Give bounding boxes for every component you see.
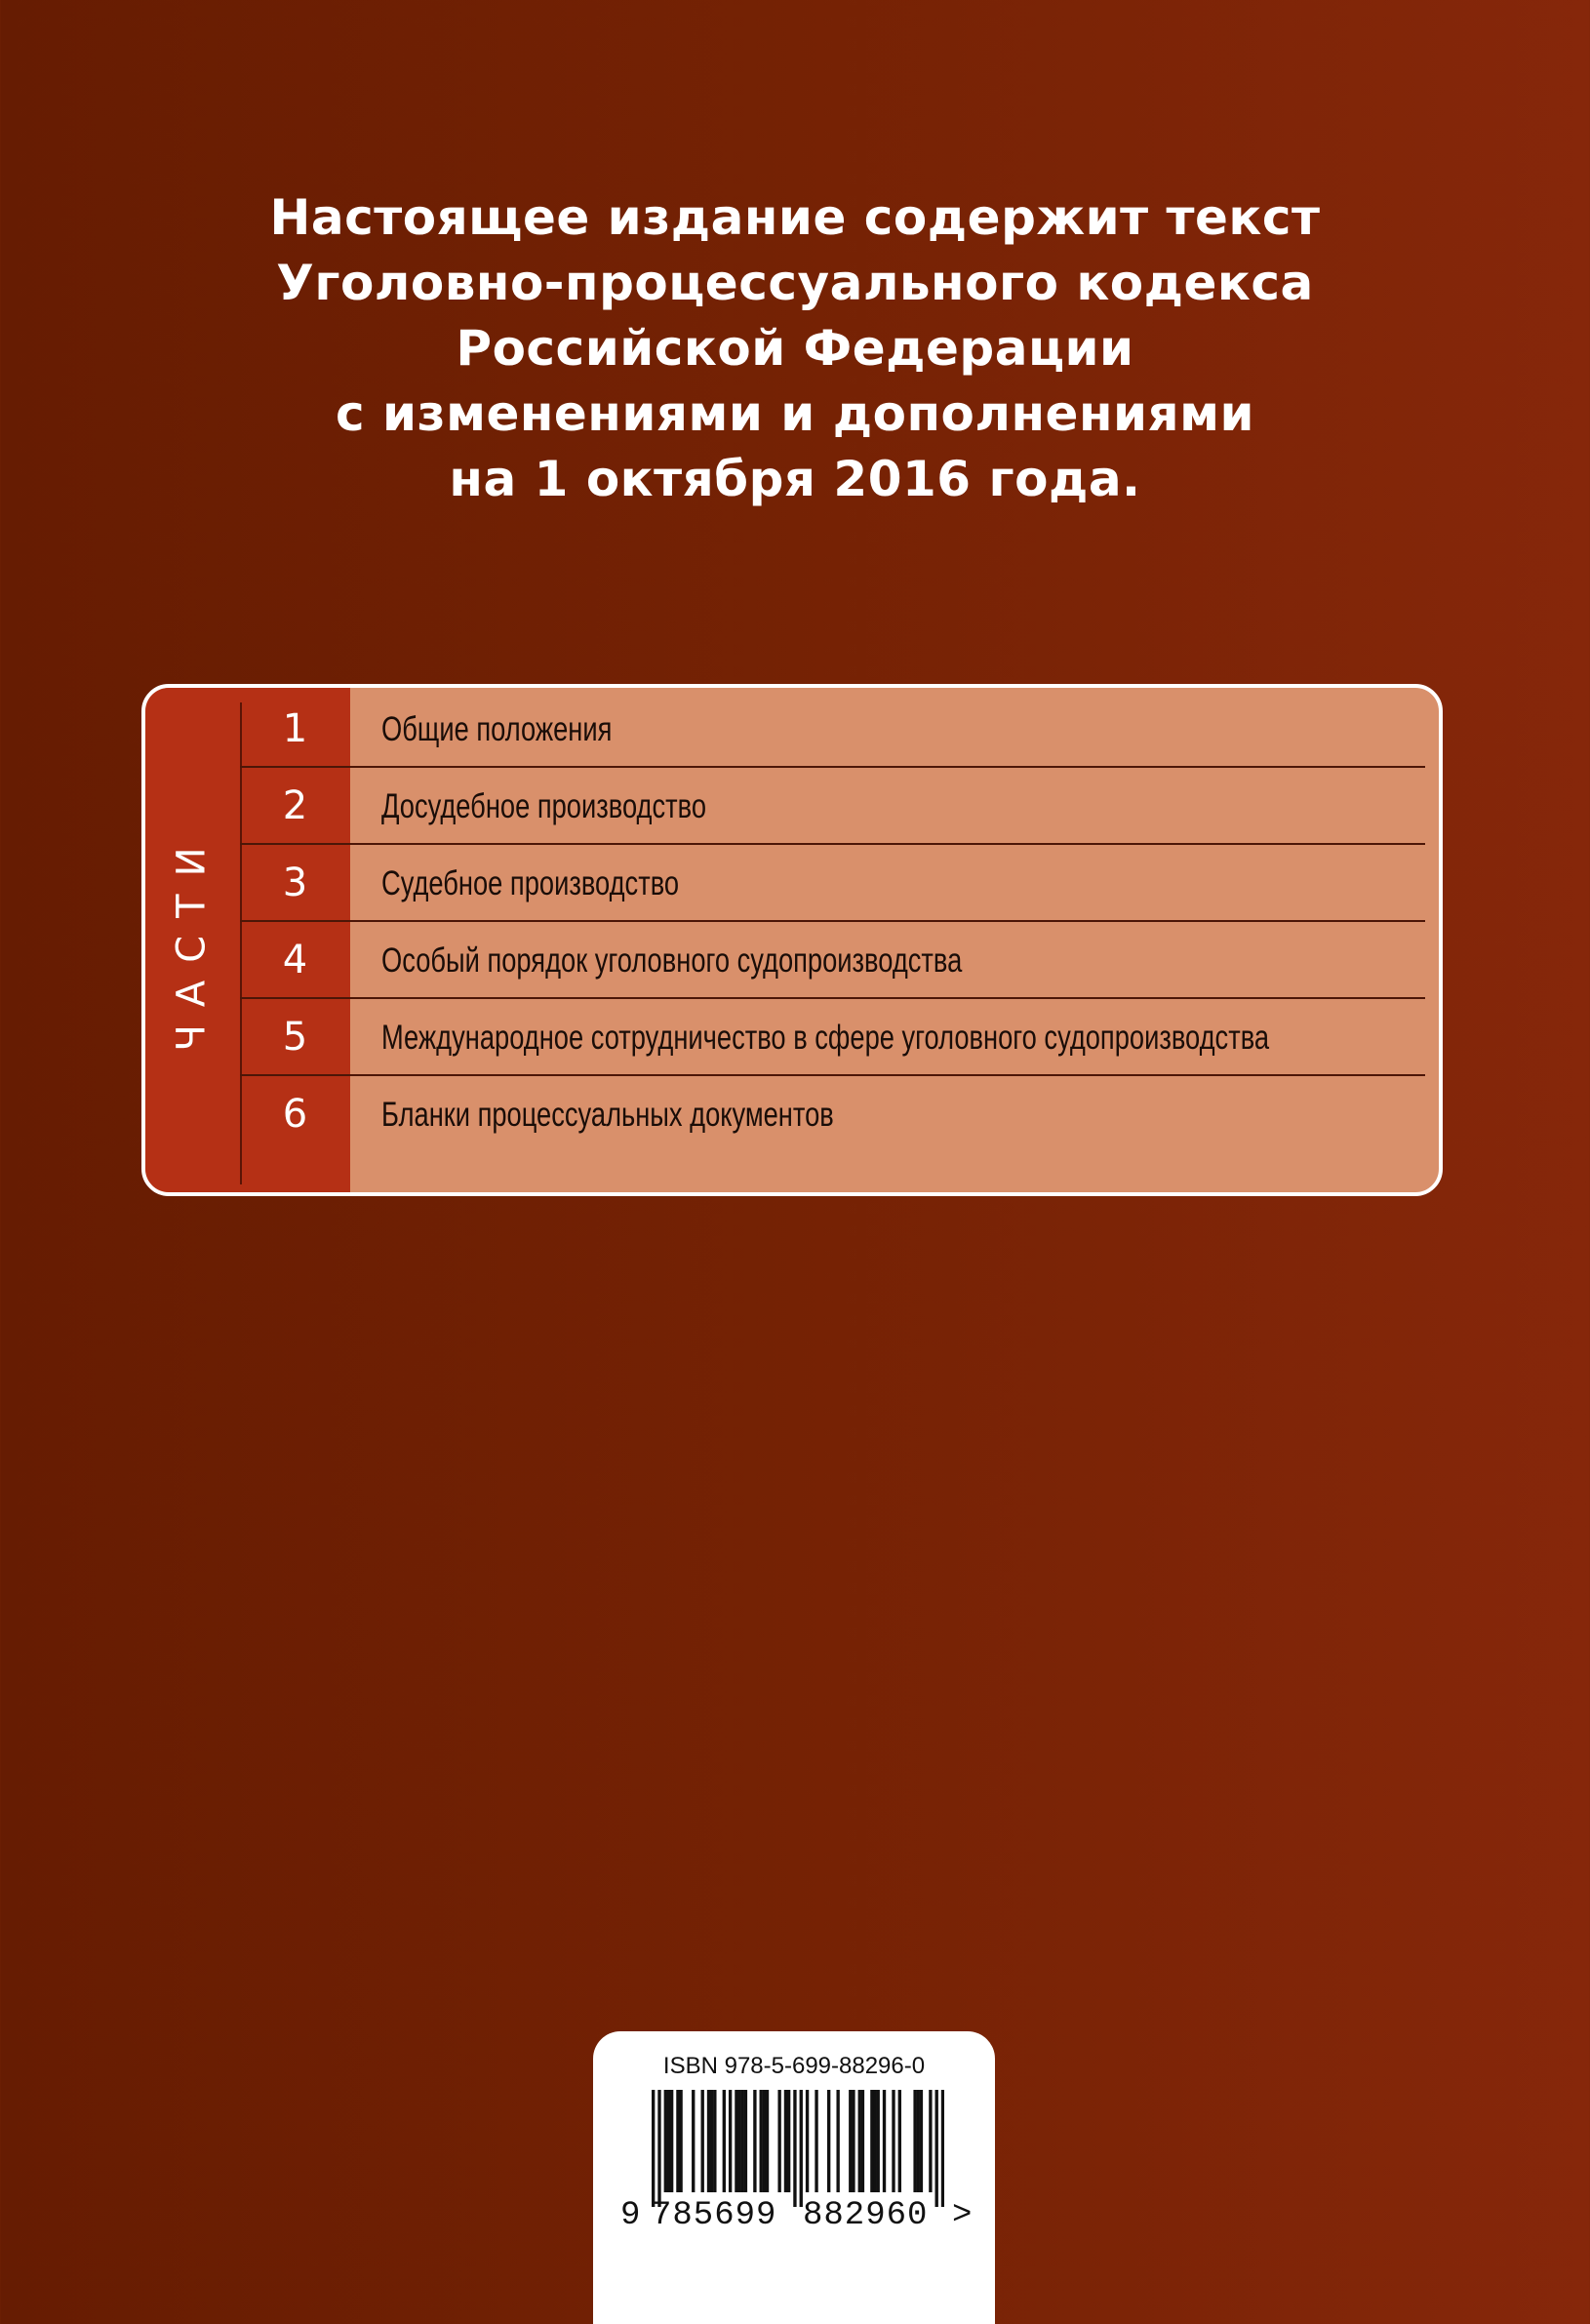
barcode-bar <box>793 2090 796 2207</box>
barcode-bar <box>777 2090 780 2192</box>
part-row <box>240 845 1425 922</box>
part-number: 6 <box>282 1092 308 1137</box>
part-title: Международное сотрудничество в сфере уголовного судопроизводства <box>381 1019 1270 1057</box>
part-title: Особый порядок уголовного судопроизводства <box>381 942 963 980</box>
barcode-bar <box>815 2090 817 2192</box>
intro-line-1: Настоящее издание содержит текст <box>269 189 1321 246</box>
barcode-bar <box>741 2090 744 2192</box>
barcode-bar <box>763 2090 766 2192</box>
barcode-bar <box>920 2090 923 2192</box>
barcode-bar <box>692 2090 695 2192</box>
barcode-bar <box>917 2090 920 2192</box>
part-row <box>240 1076 1425 1153</box>
barcode-left-group: 785699 <box>652 2197 777 2234</box>
parts-label-text: ЧАСТИ <box>169 828 215 1052</box>
barcode-bar <box>657 2090 660 2207</box>
part-number: 2 <box>282 783 308 828</box>
barcode-bar <box>707 2090 710 2192</box>
barcode-bar <box>877 2090 880 2192</box>
barcode-bar <box>873 2090 876 2192</box>
parts-rows <box>240 691 1425 1153</box>
part-title: Досудебное производство <box>381 787 706 825</box>
barcode-bar <box>753 2090 756 2192</box>
barcode-bar <box>941 2090 944 2207</box>
barcode-image <box>652 2090 944 2207</box>
barcode-bar <box>679 2090 682 2192</box>
barcode-bar <box>760 2090 763 2192</box>
barcode-bar <box>827 2090 830 2192</box>
part-row <box>240 691 1425 768</box>
barcode-bar <box>787 2090 790 2192</box>
barcode-bar <box>913 2090 916 2192</box>
part-number: 4 <box>282 938 308 982</box>
part-title: Бланки процессуальных документов <box>381 1096 834 1134</box>
barcode-right-group: 882960 <box>803 2197 929 2234</box>
barcode-bar <box>701 2090 704 2192</box>
barcode-bar <box>652 2090 655 2207</box>
barcode-bar <box>737 2090 740 2192</box>
barcode-bar <box>735 2090 737 2192</box>
barcode-marker: > <box>952 2197 973 2234</box>
barcode-bar <box>800 2090 803 2207</box>
barcode-bar <box>784 2090 787 2192</box>
part-row <box>240 768 1425 845</box>
barcode-bar <box>870 2090 873 2192</box>
barcode-bar <box>858 2090 861 2192</box>
barcode-bar <box>935 2090 938 2207</box>
part-title: Судебное производство <box>381 864 680 902</box>
intro-line-5: на 1 октября 2016 года. <box>449 451 1141 507</box>
barcode-bar <box>836 2090 839 2192</box>
barcode-bar <box>676 2090 679 2192</box>
barcode-bar <box>892 2090 894 2192</box>
part-title: Общие положения <box>381 710 613 748</box>
barcode-bar <box>766 2090 769 2192</box>
barcode-bar <box>849 2090 852 2192</box>
barcode-bar <box>929 2090 932 2192</box>
part-row <box>240 922 1425 999</box>
part-row <box>240 999 1425 1076</box>
barcode-bar <box>667 2090 670 2192</box>
intro-line-3: Российской Федерации <box>456 320 1134 377</box>
part-number: 5 <box>282 1015 308 1060</box>
barcode-first-digit: 9 <box>620 2197 641 2234</box>
barcode-bar <box>852 2090 855 2192</box>
barcode-bar <box>806 2090 809 2192</box>
barcode-card <box>593 2031 995 2324</box>
intro-text <box>0 185 1590 512</box>
barcode-bar <box>883 2090 886 2192</box>
part-number: 1 <box>282 706 308 751</box>
barcode-bar <box>710 2090 713 2192</box>
intro-line-2: Уголовно-процессуального кодекса <box>276 255 1314 311</box>
barcode-bar <box>664 2090 667 2192</box>
barcode-bar <box>723 2090 726 2192</box>
barcode-bar <box>670 2090 673 2192</box>
intro-line-4: с изменениями и дополнениями <box>335 385 1255 442</box>
barcode-bar <box>861 2090 864 2192</box>
isbn-text: ISBN 978-5-699-88296-0 <box>662 2053 926 2079</box>
parts-table <box>141 684 1443 1196</box>
barcode-bar <box>729 2090 732 2192</box>
barcode-digits <box>593 2197 995 2236</box>
part-number: 3 <box>282 861 308 905</box>
barcode-bar <box>744 2090 747 2192</box>
barcode-bar <box>898 2090 901 2192</box>
parts-side-label <box>144 688 239 1192</box>
barcode-bar <box>713 2090 716 2192</box>
